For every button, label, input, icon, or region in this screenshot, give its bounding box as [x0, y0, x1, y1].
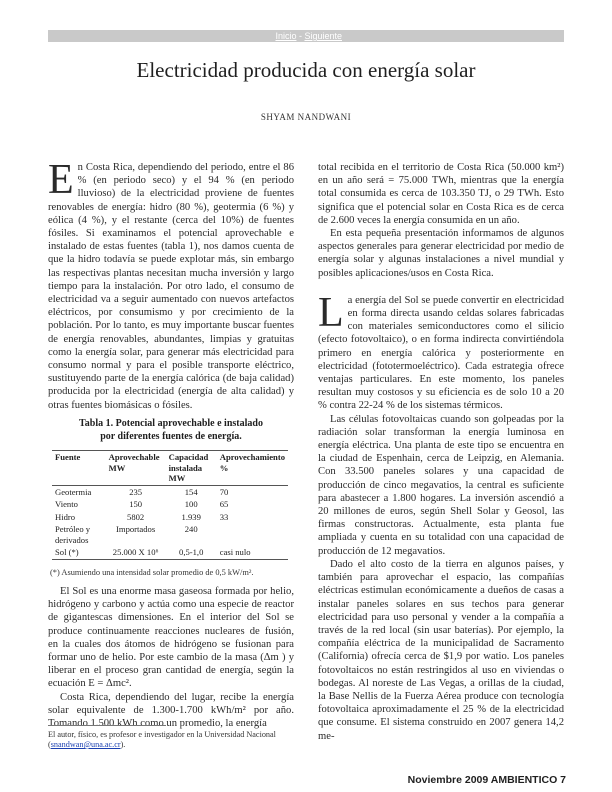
table-header-cell: Fuente	[52, 451, 106, 486]
author-footnote	[48, 730, 298, 750]
table-caption	[60, 418, 282, 443]
left-paragraph-2: El Sol es una enorme masa gaseosa formada por helio, hidrógeno y carbono y actúa como una especie de reactor de gigantescas dimensiones. En el interior del Sol se produce continuamente reacciones nucleares de fusión, en la cuales dos átomos de hidrógeno se fusionan para formar uno de helio. Por este cambio de la masa (Δm ) y liberar en el proceso gran cantidad de energía, según la ecuación E = Δmc².	[48, 586, 294, 690]
table-cell: casi nulo	[217, 546, 288, 559]
table-header-row	[52, 451, 288, 486]
table-cell: Geotermia	[55, 486, 92, 497]
table-row	[52, 546, 288, 559]
nav-links	[275, 30, 342, 42]
nav-siguiente-link[interactable]: Siguiente	[304, 31, 342, 41]
drop-cap-e: E	[48, 157, 74, 203]
table-cell: 154	[184, 486, 198, 497]
table-cell: Sol (*)	[52, 546, 106, 559]
table-note: (*) Asumiendo una intensidad solar promedio de 0,5 kW/m².	[50, 568, 254, 577]
left-column-lower	[48, 585, 294, 730]
table-caption-line-2: por diferentes fuentes de energía.	[100, 430, 242, 442]
table-cell: Petróleo y derivados	[55, 524, 91, 545]
table-cell: 150	[129, 499, 143, 509]
page-footer: Noviembre 2009 AMBIENTICO 7	[407, 774, 566, 786]
right-paragraph-5: Dado el alto costo de la tierra en algunos países, y también para aprovechar el espacio, las compañías eléctricas estimulan económicamente a dueños de casas a instalar paneles solares en sus techos para generar electricidad para uso personal y vender a la compañía a través de la red local (sin usar baterías). Por ejemplo, la compañía eléctrica de la municipalidad de Sacramento (California) ofrecía cerca de $1,9 por watio. Los paneles fotovoltaicos no están restringidos al uso en viviendas o bodegas. Al noreste de Las Vegas, a orillas de la ciudad, la Base Nellis de la Fuerza Aérea produce con tecnología fotovoltaica aproximadamente el 25 % de la electricidad que consume. El sistema construido en 2007 genera 14,2 me-	[318, 558, 564, 742]
table-row	[52, 511, 288, 524]
table-cell: 0,5-1,0	[166, 546, 217, 559]
nav-inicio-link[interactable]: Inicio	[275, 31, 297, 41]
table-row	[52, 523, 288, 546]
right-paragraph-4: Las células fotovoltaicas cuando son golpeadas por la radiación solar transforman la energía luminosa en energía eléctrica. Una planta de este tipo se encuentra en la ciudad de Espenhain, cerca de Leipzig, en Alemania. Con 33.500 paneles solares y una capacidad de producción de cinco megavatios, la central es suficiente para abastecer a 1.800 hogares. La inversión ascendió a 20 millones de euros, según Shell Solar y Geosol, las firmas constructoras. Actualmente, esta planta fue ampliada y cuenta en su totalidad con una capacidad de producción de 12 megavatios.	[318, 413, 564, 557]
table-cell: 240	[184, 524, 198, 534]
right-paragraph-3-text: a energía del Sol se puede convertir en electricidad en forma directa usando celdas solares fabricadas con materiales semiconductores como el silicio (efecto fotovoltaico), o en forma indirecta convirtiéndola primero en energía calórica y posteriormente en electricidad (fototermoeléctrico). Cada estrategia ofrece ventajas particulares. En este momento, los paneles resultan muy costosos y su eficiencia es de solo 10 a 20 % contra 22-24 % de los sistemas térmicos.	[318, 294, 564, 412]
table-cell: Hidro	[55, 511, 76, 522]
table-cell: 25.000 X 10⁶	[106, 546, 166, 559]
table-header-cell: Aprovechable MW	[106, 451, 166, 486]
right-paragraph-2: En esta pequeña presentación informamos de algunos aspectos generales para generar electricidad por medio de energía solar y algunas instalaciones a nivel mundial y posibles aplicaciones/usos en Costa Rica.	[318, 228, 564, 279]
table-cell: 33	[219, 511, 229, 522]
footnote-text: El autor, físico, es profesor e investigador en la Universidad Nacional (	[48, 730, 276, 749]
table-cell: Importados	[116, 524, 156, 534]
table-header-cell: Capacidad instalada MW	[166, 451, 217, 486]
nav-bar	[48, 30, 564, 42]
footnote-divider	[48, 725, 166, 726]
table-cell: 100	[184, 499, 198, 509]
table-cell: 235	[129, 486, 143, 497]
table-header-cell: Aprovechamiento %	[217, 451, 288, 486]
article-author: SHYAM NANDWANI	[260, 112, 352, 122]
nav-separator: -	[296, 31, 305, 41]
table-cell: 65	[219, 499, 229, 509]
drop-cap-l: L	[318, 289, 344, 336]
table-cell: 1.939	[181, 511, 201, 522]
left-paragraph-3: Costa Rica, dependiendo del lugar, recibe la energía solar equivalente de 1.300-1.700 kWh/m² por año. Tomando 1.500 kWh como un promedio, la energía	[48, 691, 294, 730]
table-row	[52, 498, 288, 511]
table-cell: 70	[219, 486, 229, 497]
author-email-link[interactable]: snandwan@una.ac.cr	[50, 740, 121, 749]
article-title: Electricidad producida con energía solar	[136, 58, 476, 82]
table-row	[52, 485, 288, 498]
footnote-end: ).	[120, 740, 126, 749]
energy-sources-table	[52, 450, 288, 560]
table-cell	[217, 523, 288, 546]
table-cell: Viento	[55, 499, 78, 509]
right-paragraph-1: total recibida en el territorio de Costa Rica (50.000 km²) en un año será = 75.000 TWh, mientras que la energía total consumida es cerca de 103.350 TJ, o 29 TWh. Esto significa que el potencial solar en Costa Rica es de cerca de 2.600 veces la energía consumida en un año.	[318, 162, 564, 226]
right-paragraph-3	[318, 289, 564, 413]
left-paragraph-1	[48, 157, 294, 412]
table-caption-line-1: Tabla 1. Potencial aprovechable e instalado	[79, 418, 263, 429]
table-cell: 5802	[127, 511, 145, 522]
left-column	[48, 157, 294, 412]
left-paragraph-1-text: n Costa Rica, dependiendo del periodo, entre el 86 % (en periodo seco) y el 94 % (en periodo lluvioso) de la electricidad proviene de fuentes renovables de energía: hidro (80 %), geotermia (6 %) y eólica (4 %), y el restante (cerca del 10%) de fuentes fósiles. Si examinamos el potencial aprovechable e instalado de estas fuentes (tabla 1), nos damos cuenta de que la hidro todavía se puede explotar más, sin embargo las respectivas plantas necesitan mucha inversión y largo tiempo para la instalación. Por otro lado, el consumo de electricidad va a seguir aumentado con nuevos artefactos eléctricos, por consumismo y por crecimiento de la población. Por lo tanto, es muy importante buscar fuentes de energía renovables, abundantes, limpias y gratuitas como la energía solar, para generar más electricidad para consumo normal y para el posible transporte eléctrico, sustituyendo parte de la energía calórica (de baja calidad) producida por la electricidad (energía de alta calidad) y otras fuentes biomásicas o fósiles.	[48, 162, 294, 411]
right-column	[318, 161, 564, 743]
